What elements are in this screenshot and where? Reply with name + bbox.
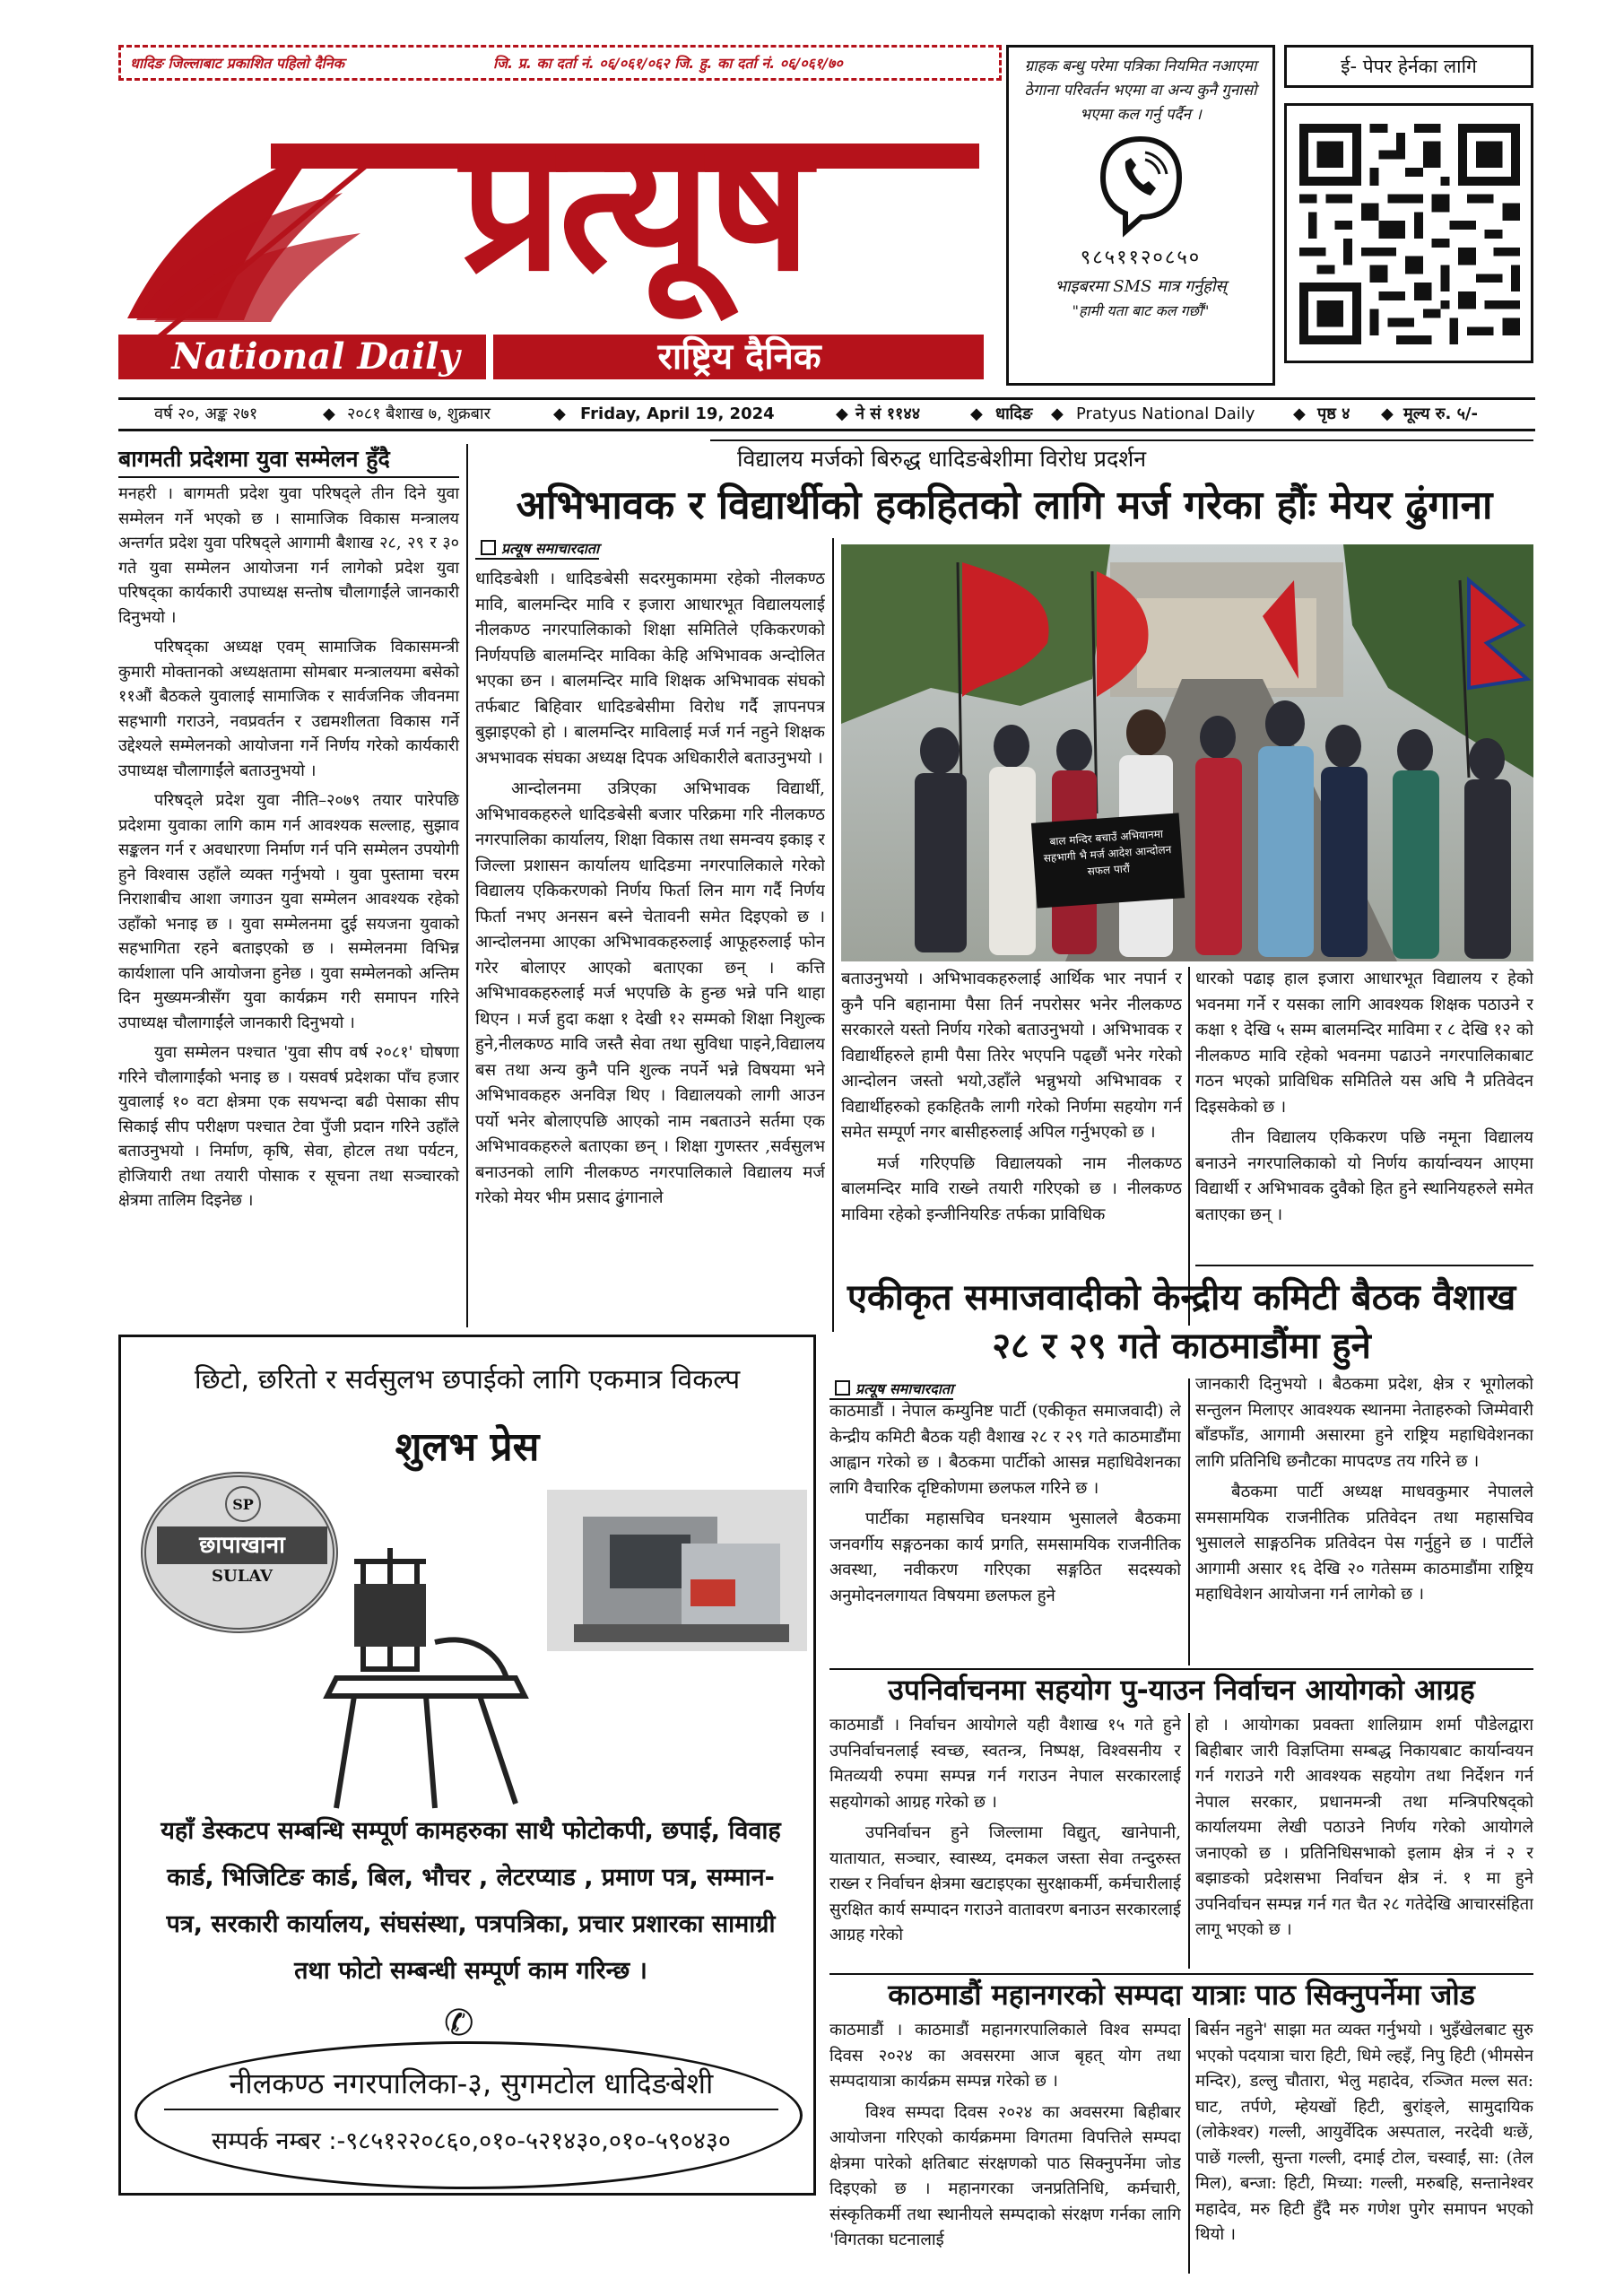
story2-para: जानकारी दिनुभयो । बैठकमा प्रदेश, क्षेत्र र भूगोलको सन्तुलन मिलाएर आवश्यक स्थानमा नेताहरुको जिम्मेवारी बाँडफाँड, आगामी असारमा हुने राष्ट्रिय महाधिवेशनका लागि प्रतिनिधि छनौटका मापदण्ड तय गरिने छ ।	[1195, 1375, 1533, 1471]
offset-printer-image	[547, 1490, 807, 1651]
left-story-headline: बागमती प्रदेशमा युवा सम्मेलन हुँदै	[118, 444, 459, 478]
lead-para: बताउनुभयो । अभिभावकहरुलाई आर्थिक भार नपार्न र कुनै पनि बहानामा पैसा तिर्न नपरोसर भनेर नीलकण्ठ सरकारले यस्तो निर्णय गरेको बताउनुभयो । अभिभावक र विद्यार्थीहरुले हामी पैसा तिरेर भएपनि पढ्छौं भनेर गरेको आन्दोलन जस्तो भयो,उहाँले भन्नुभयो अभिभावक र विद्यार्थीहरुको हकहितकै लागी गरेको निर्णमा सहयोग गर्न समेत सम्पूर्ण नगर बासीहरुलाई अपिल गर्नुभएको छ ।	[841, 970, 1182, 1142]
nepali-name: राष्ट्रिय दैनिक	[657, 336, 821, 378]
viber-box	[1006, 45, 1275, 386]
story2-col2	[1195, 1372, 1533, 1668]
dateline-paper: Pratyus National Daily	[1076, 404, 1255, 423]
lead-col3	[1195, 967, 1533, 1326]
ad-address-oval	[135, 2041, 803, 2189]
story4-col2	[1195, 2018, 1533, 2274]
ad-contact: सम्पर्क नम्बर :-९८५१२२०८६०,०१०-५२१४३०,०१०-५९०४३०	[212, 2127, 731, 2155]
dateline-sep: ◆	[553, 404, 566, 423]
story2-col1	[829, 1399, 1181, 1668]
story2-para: पार्टीका महासचिव घनश्याम भुसालले बैठकमा जनवर्गीय सङ्गठनका कार्य प्रगति, समसामयिक राजनीतिक अवस्था, नवीकरण गरिएका सङ्गठित सदस्यको अनुमोदनलगायत विषयमा छलफल हुने	[829, 1509, 1181, 1605]
column-divider	[832, 538, 834, 1332]
dateline-volume: वर्ष २०, अङ्क २७१	[154, 404, 258, 423]
dateline-sep: ◆	[1051, 404, 1064, 423]
logo-text: प्रत्यूष	[460, 100, 808, 311]
viber-sms: भाइबरमा SMS मात्र गर्नुहोस्	[1055, 277, 1227, 296]
dateline-place: धादिङ	[995, 404, 1033, 423]
story3-col2	[1195, 1713, 1533, 1969]
story3-para: हो । आयोगका प्रवक्ता शालिग्राम शर्मा पौडेलद्वारा बिहीबार जारी विज्ञप्तिमा सम्बद्ध निकायबाट कार्यान्वयन गर्न गराउने गरी आवश्यक सहयोग तथा निर्देशन गर्न नेपाल सरकार, प्रधानमन्त्री तथा मन्त्रिपरिषद्को कार्यालयमा लेखी पठाउने निर्णय गरेको आयोगले जनाएको छ । प्रतिनिधिसभाको इलाम क्षेत्र नं २ र बझाङको प्रदेशसभा निर्वाचन क्षेत्र नं. १ मा हुने उपनिर्वाचन सम्पन्न गर्न गत चैत २८ गतेदेखि आचारसंहिता लागू भएको छ ।	[1195, 1716, 1533, 1939]
lead-headline: अभिभावक र विद्यार्थीको हकहितको लागि मर्ज गरेका हौंः मेयर ढुंगाना	[516, 483, 1493, 528]
masthead-tagline: धादिङ जिल्लाबाट प्रकाशित पहिलो दैनिक	[130, 55, 344, 72]
story4-col1	[829, 2018, 1181, 2274]
dateline-nepal-samvat: ने सं ११४४	[855, 404, 921, 423]
lead-photo	[841, 544, 1533, 961]
story3-para: काठमाडौं । निर्वाचन आयोगले यही वैशाख १५ गते हुने उपनिर्वाचनलाई स्वच्छ, स्वतन्त्र, निष्पक्ष, विश्वसनीय र मितव्ययी रुपमा सम्पन्न गर्न गराउन नेपाल सरकारलाई सहयोगको आग्रह गरेको छ ।	[829, 1716, 1181, 1812]
dateline-price: मूल्य रु. ५/-	[1403, 404, 1478, 423]
dateline-sep: ◆	[1293, 404, 1306, 423]
ad-name: शुलभ प्रेस	[395, 1424, 540, 1470]
story3-headline: उपनिर्वाचनमा सहयोग पु-याउन निर्वाचन आयोगको आग्रह	[829, 1668, 1533, 1709]
byline-box-icon	[481, 540, 496, 555]
ad-services: यहाँ डेस्कटप सम्बन्धि सम्पूर्ण कामहरुका साथै फोटोकपी, छपाई, विवाह कार्ड, भिजिटिङ कार्ड, बिल, भौचर , लेटरप्याड , प्रमाण पत्र, सम्मान-पत्र, सरकारी कार्यालय, संघसंस्था, पत्रपत्रिका, प्रचार प्रशारका सामाग्री तथा फोटो सम्बन्धी सम्पूर्ण काम गरिन्छ ।	[161, 1817, 781, 1985]
viber-slogan: "हामी यता बाट कल गर्छौं"	[1072, 302, 1210, 319]
left-story-para: परिषद्का अध्यक्ष एवम् सामाजिक विकासमन्त्री कुमारी मोक्तानको अध्यक्षतामा सोमबार मन्त्रालयमा बसेको ११औं बैठकले युवालाई सामाजिक र सार्वजनिक जीवनमा सहभागी गराउने, नवप्रवर्तन र उद्यमशीलता विकास गर्ने उद्देश्यले सम्मेलनको आयोजना गर्ने निर्णय गरेको कार्यकारी उपाध्यक्ष चौलागाईंले बताउनुभयो ।	[118, 638, 459, 780]
story4-para: विश्व सम्पदा दिवस २०२४ का अवसरमा बिहीबार आयोजना गरिएको कार्यक्रममा विगतमा विपत्तिले सम्पदा क्षेत्रमा पारेको क्षतिबाट संरक्षणको पाठ सिक्नुपर्नेमा जोड दिइएको छ । महानगरका जनप्रतिनिधि, कर्मचारी, संस्कृतिकर्मी तथा स्थानीयले सम्पदाको संरक्षण गर्नका लागि 'विगतका घटनालाई	[829, 2102, 1181, 2249]
story4-headline: काठमाडौं महानगरको सम्पदा यात्राः पाठ सिक्नुपर्नेमा जोड	[829, 1973, 1533, 2013]
lead-col1	[475, 567, 825, 1334]
lead-byline	[475, 538, 829, 560]
left-story-body	[118, 482, 459, 1213]
dateline-sep: ◆	[323, 404, 335, 423]
viber-number: ९८५११२०८५०	[1080, 247, 1202, 269]
masthead-tagline-bar	[118, 45, 1002, 81]
letterpress-image	[300, 1544, 534, 1813]
ad-tagline: छिटो, छरितो र सर्वसुलभ छपाईको लागि एकमात्र विकल्प	[194, 1364, 741, 1396]
dateline-sep: ◆	[970, 404, 983, 423]
story2-para: काठमाडौं । नेपाल कम्युनिष्ट पार्टी (एकीकृत समाजवादी) ले केन्द्रीय कमिटी बैठक यही वैशाख २८ र २९ गते काठमाडौंमा आह्वान गरेको छ । बैठकमा पार्टीको आसन्न महाधिवेशनका लागि वैचारिक दृष्टिकोणमा छलफल गरिने छ ।	[829, 1402, 1181, 1498]
ad-logo-mid: SULAV	[212, 1567, 273, 1586]
lead-para: मर्ज गरिएपछि विद्यालयको नाम नीलकण्ठ बालमन्दिर मावि राख्ने तयारी गरिएको छ । नीलकण्ठ माविमा रहेको इन्जीनियरिङ तर्फका प्राविधिक	[841, 1153, 1182, 1224]
ad-box	[118, 1335, 816, 2196]
byline-box-icon	[835, 1380, 850, 1396]
ad-logo-mono: SP	[225, 1486, 261, 1522]
photo-banner-text: बाल मन्दिर बचाउँ अभियानमा सहभागी भै मर्ज आदेश आन्दोलन सफल पारौं	[1043, 827, 1172, 878]
english-name: National Daily	[171, 335, 460, 378]
ad-address-rule	[164, 2109, 778, 2110]
dateline-page: पृष्ठ ४	[1317, 404, 1350, 423]
dateline-sep: ◆	[836, 404, 848, 423]
epaper-label-box	[1284, 45, 1533, 88]
viber-icon	[1099, 135, 1184, 238]
left-story-para: परिषद्ले प्रदेश युवा नीति–२०७९ तयार पारेपछि प्रदेशमा युवाका लागि काम गर्न आवश्यक सल्लाह, सुझाव सङ्कलन गर्न र अवधारणा निर्माण गर्न पनि सम्मेलन उपयोगी हुने विश्वास उहाँले व्यक्त गर्नुभयो । युवा पुस्तामा चरम निराशाबीच आशा जगाउन युवा सम्मेलन आवश्यक रहेको उहाँको भनाइ छ । युवा सम्मेलनमा दुई सयजना युवाको सहभागिता रहने बताइएको छ । सम्मेलनमा विभिन्न कार्यशाला पनि आयोजना हुनेछ । युवा सम्मेलनको अन्तिम दिन मुख्यमन्त्रीसँग युवा कार्यक्रम गरी समापन गरिने उपाध्यक्ष चौलागाईंले जानकारी दिनुभयो ।	[118, 791, 459, 1032]
lead-col2	[841, 967, 1182, 1326]
story4-para: काठमाडौं । काठमाडौं महानगरपालिकाले विश्व सम्पदा दिवस २०२४ का अवसरमा आज बृहत् योग तथा सम्पदायात्रा कार्यक्रम सम्पन्न गरेको छ ।	[829, 2021, 1181, 2091]
left-story	[118, 444, 459, 1327]
column-divider	[1188, 1713, 1190, 1969]
lead-para: धारको पढाइ हाल इजारा आधारभूत विद्यालय र हेको भवनमा गर्ने र यसका लागि आवश्यक शिक्षक पठाउने र कक्षा १ देखि ५ सम्म बालमन्दिर माविमा र ८ देखि १२ को नीलकण्ठ मावि रहेको भवनमा पढाउने नगरपालिकाबाट गठन भएको प्राविधिक समितिले यस अघि नै प्रतिवेदन दिइसकेको छ ।	[1195, 970, 1533, 1117]
qr-code	[1299, 118, 1520, 350]
column-divider	[1188, 2018, 1190, 2274]
column-divider	[1188, 967, 1190, 1326]
phone-icon: ✆	[444, 2003, 474, 2044]
story3-para: उपनिर्वाचन हुने जिल्लामा विद्युत्, खानेपानी, यातायात, सञ्चार, स्वास्थ्य, दमकल जस्ता सेवा तन्दुरुस्त राख्न र निर्वाचन क्षेत्रमा खटाइएका सुरक्षाकर्मी, कर्मचारीलाई सुरक्षित कार्य सम्पादन गराउने वातावरण बनाउन सरकारलाई आग्रह गरेको	[829, 1823, 1181, 1944]
story2-headline: एकीकृत समाजवादीको केन्द्रीय कमिटी बैठक वैशाख २८ र २९ गते काठमाडौंमा हुने	[847, 1277, 1516, 1367]
left-story-para: युवा सम्मेलन पश्चात 'युवा सीप वर्ष २०८१' घोषणा गरिने चौलागाईंको भनाइ छ । यसवर्ष प्रदेशका पाँच हजार युवालाई १० वटा क्षेत्रमा एक सयभन्दा बढी पेसाका सीप सिकाई सीप परीक्षण पश्चात टेवा पुँजी प्रदान गरिने उहाँले बताउनुभयो । निर्माण, कृषि, सेवा, होटल तथा पर्यटन, होजियारी तथा तयारी पोसाक र सूचना तथा सञ्चारको क्षेत्रमा तालिम दिइनेछ ।	[118, 1043, 459, 1210]
dateline	[118, 397, 1535, 431]
story2-byline	[829, 1378, 1179, 1400]
byline-text: प्रत्यूष समाचारदाता	[501, 540, 600, 557]
byline-text: प्रत्यूष समाचारदाता	[855, 1380, 954, 1397]
lead-para: तीन विद्यालय एकिकरण पछि नमूना विद्यालय बनाउने नगरपालिकाको यो निर्णय कार्यान्वयन आएमा विद्यार्थी र अभिभावक दुवैको हित हुने स्थानियहरुले समेत बताएका छन् ।	[1195, 1128, 1533, 1224]
story-divider	[1195, 1265, 1533, 1266]
dateline-ad-date: Friday, April 19, 2024	[580, 404, 775, 423]
lead-kicker-box	[710, 439, 1533, 474]
column-divider	[466, 444, 468, 1327]
story4-para: बिर्सन नहुने' साझा मत व्यक्त गर्नुभयो । भुइँखेलबाट सुरु भएको पदयात्रा चारा हिटी, धिमे ल्हइँ, निपु हिटी (भीमसेन मन्दिर), डल्लु चौतारा, भेलु महादेव, रञ्जित मल्ल सत: घाट, तर्पणे, म्हेयखों हिटी, बुरांङ्ले, सामुदायिक (लोकेश्वर) गल्ली, आयुर्वेदिक अस्पताल, नरदेवी थःछें, पाछें गल्ली, सुन्ता गल्ली, दमाई टोल, चस्वाईं, सा: (तेल मिल), बन्जा: हिटी, मिच्या: गल्ली, मरुबहि, सन्तानेश्वर महादेव, मरु हिटी हुँदै मरु गणेश पुगेर समापन भएको थियो ।	[1195, 2021, 1533, 2244]
dateline-sep: ◆	[1381, 404, 1394, 423]
lead-kicker: विद्यालय मर्जको बिरुद्ध धादिङबेशीमा विरोध प्रदर्शन	[737, 446, 1147, 472]
story3-col1	[829, 1713, 1181, 1969]
story2-para: बैठकमा पार्टी अध्यक्ष माधवकुमार नेपालले समसामयिक राजनीतिक प्रतिवेदन तथा महासचिव भुसालले साङ्गठनिक प्रतिवेदन पेस गर्नुहुने छ । पार्टीले आगामी असार १६ देखि २० गतेसम्म काठमाडौंमा राष्ट्रिय महाधिवेशन आयोजना गर्न लागेको छ ।	[1195, 1483, 1533, 1604]
ad-logo-top: छापाखाना	[157, 1526, 327, 1564]
masthead-registration: जि. प्र. का दर्ता नं. ०६/०६१/०६२ जि. हु. का दर्ता नं. ०६/०६१/७०	[493, 55, 843, 72]
column-divider	[1188, 1378, 1190, 1665]
left-story-para: मनहरी । बागमती प्रदेश युवा परिषद्ले तीन दिने युवा सम्मेलन गर्ने भएको छ । सामाजिक विकास मन्त्रालय अन्तर्गत प्रदेश युवा परिषद्ले आगामी बैशाख २८, २९ र ३० गते युवा सम्मेलन आयोजना गर्न लागेको प्रदेश युवा परिषद्का कार्यकारी उपाध्यक्ष सन्तोष चौलागाईंले जानकारी दिनुभयो ।	[118, 484, 459, 627]
viber-notice: ग्राहक बन्धु परेमा पत्रिका नियमित नआएमा ठेगाना परिवर्तन भएमा वा अन्य कुनै गुनासो भएमा कल गर्नु पर्दैन ।	[1024, 57, 1257, 124]
masthead	[118, 45, 1002, 381]
dateline-bs-date: २०८१ बैशाख ७, शुक्रबार	[347, 404, 491, 423]
qr-code-box[interactable]	[1284, 103, 1533, 363]
lead-para: आन्दोलनमा उत्रिएका अभिभावक विद्यार्थी, अभिभावकहरुले धादिङबेसी बजार परिक्रमा गरि नीलकण्ठ नगरपालिका कार्यालय, शिक्षा विकास तथा समन्वय इकाइ र जिल्ला प्रशासन कार्यालय धादिङमा नगरपालिकाले गरेको विद्यालय एकिकरणको निर्णय फिर्ता लिन माग गर्दै निर्णय फिर्ता नभए अनसन बस्ने चेतावनी समेत दिइएको छ । आन्दोलनमा आएका अभिभावकहरुलाई आफूहरुलाई फोन गरेर बोलाएर आएको बताएका छन् । कत्ति अभिभावकहरुलाई मर्ज भएपछि के हुन्छ भन्ने पनि थाहा थिएन । मर्ज हुदा कक्षा १ देखी १२ सम्मको शिक्षा निशुल्क हुने,नीलकण्ठ मावि जस्तै सेवा तथा सुविधा पाइने,विद्यालय बस तथा अन्य कुनै पनि शुल्क नपर्ने भन्ने विषयमा भने अभिभावकहरु अनविज्ञ थिए । विद्यालयको लागी आउन पर्यो भनेर बोलाएपछि आएको नाम नबताउने सर्तमा एक अभिभावकहरुले बताएका छन् । शिक्षा गुणस्तर ,सर्वसुलभ बनाउनको लागि नीलकण्ठ नगरपालिकाले विद्यालय मर्ज गरेको मेयर भीम प्रसाद ढुंगानाले	[475, 779, 825, 1207]
lead-para: धादिङबेशी । धादिङबेसी सदरमुकाममा रहेको नीलकण्ठ मावि, बालमन्दिर मावि र इजारा आधारभूत विद्यालयलाई नीलकण्ठ नगरपालिकाको शिक्षा समितिले एकिकरणको निर्णयपछि बालमन्दिर माविका केहि अभिभावक अन्दोलित भएका छन । बालमन्दिर मावि शिक्षक अभिभावक संघको तर्फबाट बिहिवार धादिङबेसीमा विरोध गर्दै ज्ञापनपत्र बुझाइएको हो । बालमन्दिर माविलाई मर्ज गर्न नहुने शिक्षक अभभावक संघका अध्यक्ष दिपक अधिकारीले बताउनुभयो ।	[475, 570, 825, 768]
ad-address: नीलकण्ठ नगरपालिका-३, सुगमटोल धादिङबेशी	[229, 2066, 714, 2100]
epaper-label: ई- पेपर हेर्नका लागि	[1341, 56, 1477, 77]
